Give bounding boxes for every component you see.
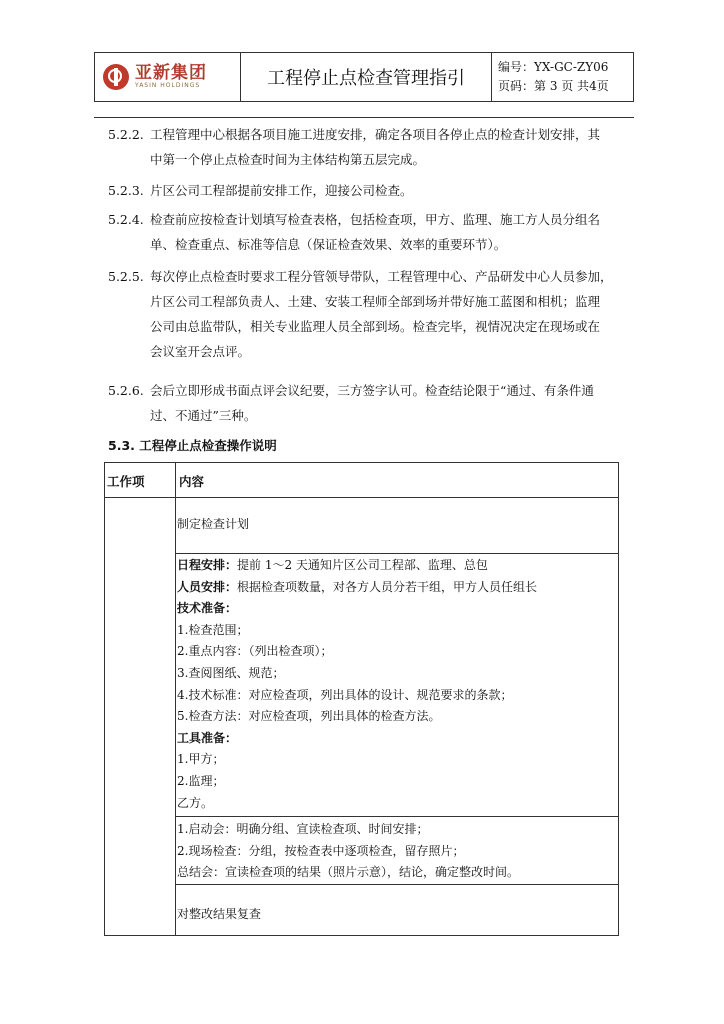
row-preparation: [177, 555, 617, 814]
section-title: 5.3. 工程停止点检查操作说明: [108, 438, 277, 453]
item-line: 检查前应按检查计划填写检查表格，包括检查项，甲方、监理、施工方人员分组名: [150, 212, 601, 227]
item-5-2-3: [108, 178, 616, 203]
item-line: 会议室开会点评。: [150, 344, 251, 359]
column-divider: [175, 463, 176, 935]
item-number: 5.2.4.: [108, 212, 144, 227]
header-divider: [94, 117, 634, 118]
operation-table: [104, 462, 619, 936]
prep-text: 5.检查方法：对应检查项，列出具体的检查方法。: [177, 709, 441, 724]
item-line: 片区公司工程部负责人、土建、安装工程师全部到场并带好施工蓝图和相机；监理: [150, 294, 601, 309]
item-5-2-5: [108, 264, 616, 364]
prep-text: 3.查阅图纸、规范；: [177, 665, 285, 680]
document-meta: [492, 53, 633, 101]
item-5-2-6: [108, 378, 616, 428]
row-plan: 制定检查计划: [177, 517, 250, 531]
row-divider: [175, 816, 618, 817]
prep-label: 工具准备：: [177, 730, 238, 745]
item-5-2-4: [108, 207, 616, 257]
item-line: 中第一个停止点检查时间为主体结构第五层完成。: [150, 152, 426, 167]
document-title: 工程停止点检查管理指引: [241, 53, 492, 101]
logo: [95, 53, 241, 101]
item-number: 5.2.5.: [108, 269, 144, 284]
item-line: 单、检查重点、标准等信息（保证检查效果、效率的重要环节）。: [150, 237, 507, 252]
execution-line: 1.启动会：明确分组、宣读检查项、时间安排；: [177, 822, 429, 836]
prep-label: 技术准备：: [177, 601, 238, 616]
header-row-divider: [105, 497, 618, 498]
item-5-2-2: [108, 122, 616, 172]
execution-line: 2.现场检查：分组，按检查表中逐项检查，留存照片；: [177, 843, 465, 858]
row-execution: [177, 819, 617, 884]
item-line: 每次停止点检查时要求工程分管领导带队，工程管理中心、产品研发中心人员参加，: [150, 269, 613, 284]
execution-line: 总结会：宣读检查项的结果（照片示意），结论，确定整改时间。: [177, 865, 520, 880]
item-line: 会后立即形成书面点评会议纪要，三方签字认可。检查结论限于“通过、有条件通: [150, 383, 594, 398]
prep-label: 日程安排：: [177, 558, 238, 572]
item-line: 公司由总监带队，相关专业监理人员全部到场。检查完毕，视情况决定在现场或在: [150, 319, 601, 334]
column-header-work-item: 工作项: [107, 474, 145, 489]
item-line: 过、不通过”三种。: [150, 408, 257, 423]
row-divider: [175, 553, 618, 554]
item-line: 片区公司工程部提前安排工作，迎接公司检查。: [150, 183, 413, 198]
item-number: 5.2.3.: [108, 183, 144, 198]
prep-text: 1.检查范围；: [177, 622, 249, 637]
prep-label: 人员安排：: [177, 579, 238, 594]
item-number: 5.2.2.: [108, 127, 144, 142]
logo-chinese-name: 亚新集团: [135, 63, 207, 83]
prep-text: 1.甲方；: [177, 752, 225, 767]
row-divider: [175, 884, 618, 885]
prep-text: 提前 1～2 天通知片区公司工程部、监理、总包: [237, 558, 488, 572]
prep-text: 乙方。: [177, 795, 214, 810]
prep-text: 2.监理；: [177, 773, 225, 788]
column-header-content: 内容: [179, 474, 205, 489]
item-number: 5.2.6.: [108, 383, 144, 398]
prep-text: 根据检查项数量，对各方人员分若干组，甲方人员任组长: [237, 579, 538, 594]
prep-text: 2.重点内容：（列出检查项）；: [177, 644, 333, 659]
prep-text: 4.技术标准：对应检查项，列出具体的设计、规范要求的条款；: [177, 687, 513, 702]
item-line: 工程管理中心根据各项目施工进度安排，确定各项目各停止点的检查计划安排，其: [150, 127, 601, 142]
document-code: 编号：YX-GC-ZY06: [498, 60, 609, 74]
page-number: 页码：第 3 页 共4页: [498, 79, 609, 93]
document-header: [94, 52, 634, 102]
row-recheck: 对整改结果复查: [177, 907, 262, 921]
logo-emblem-icon: [103, 64, 129, 90]
logo-english-name: YASIN HOLDINGS: [135, 82, 201, 89]
